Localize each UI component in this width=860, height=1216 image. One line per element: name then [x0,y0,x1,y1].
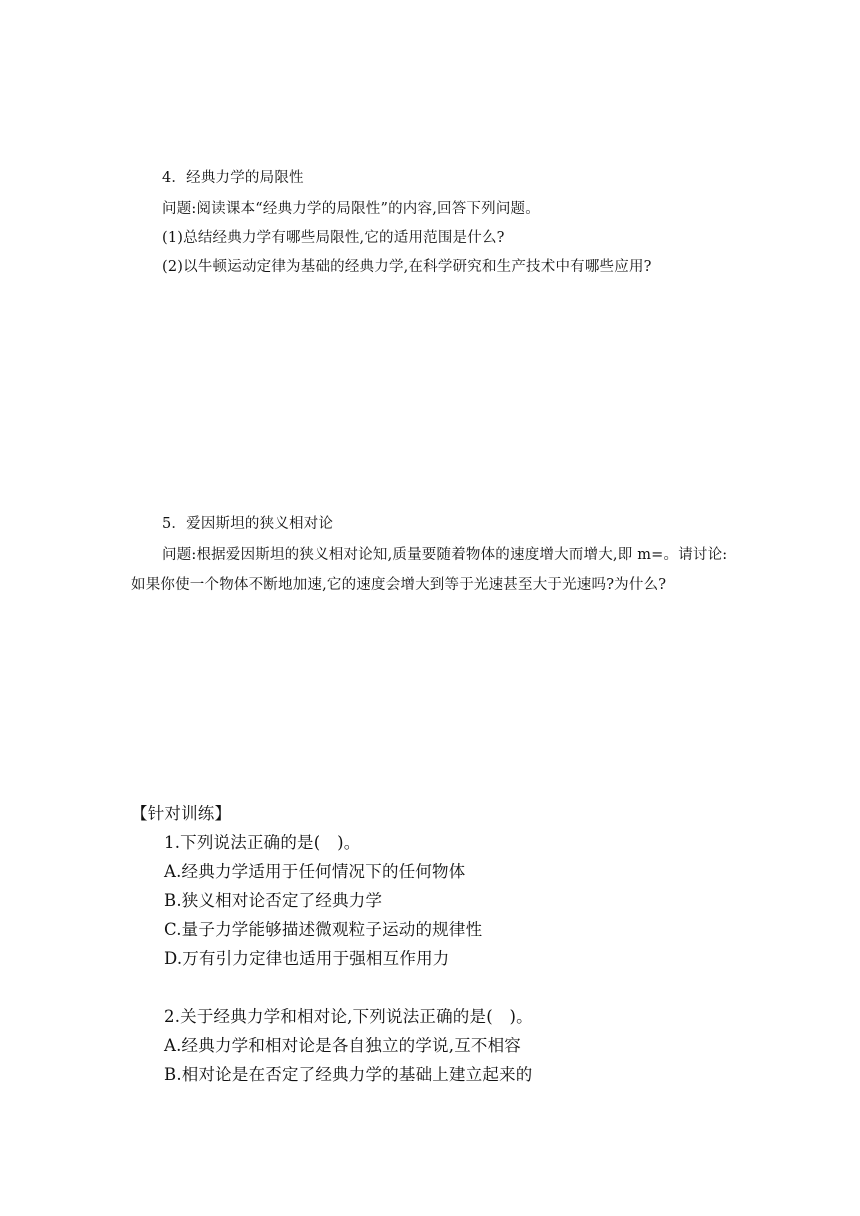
q1-option-a: A.经典力学适用于任何情况下的任何物体 [164,862,466,881]
q2-option-a: A.经典力学和相对论是各自独立的学说,互不相容 [164,1036,522,1055]
q2-stem: 2.关于经典力学和相对论,下列说法正确的是( )。 [164,1007,533,1026]
section4-question: 问题:阅读课本“经典力学的局限性”的内容,回答下列问题。 [162,201,540,217]
q1-option-c: C.量子力学能够描述微观粒子运动的规律性 [164,920,483,939]
q1-option-b: B.狭义相对论否定了经典力学 [164,891,383,910]
section5-title: 5．爱因斯坦的狭义相对论 [162,516,334,532]
training-heading: 【针对训练】 [131,804,232,823]
q1-option-d: D.万有引力定律也适用于强相互作用力 [164,949,450,968]
section5-question-line-2: 如果你使一个物体不断地加速,它的速度会增大到等于光速甚至大于光速吗?为什么? [131,577,667,593]
section4-item-1: (1)总结经典力学有哪些局限性,它的适用范围是什么? [162,230,505,246]
section5-question-line-1: 问题:根据爱因斯坦的狭义相对论知,质量要随着物体的速度增大而增大,即 m=。请讨论: [162,547,728,563]
section4-item-2: (2)以牛顿运动定律为基础的经典力学,在科学研究和生产技术中有哪些应用? [162,259,652,275]
section4-title: 4．经典力学的局限性 [162,170,304,186]
q1-stem: 1.下列说法正确的是( )。 [164,833,361,852]
q2-option-b: B.相对论是在否定了经典力学的基础上建立起来的 [164,1065,533,1084]
